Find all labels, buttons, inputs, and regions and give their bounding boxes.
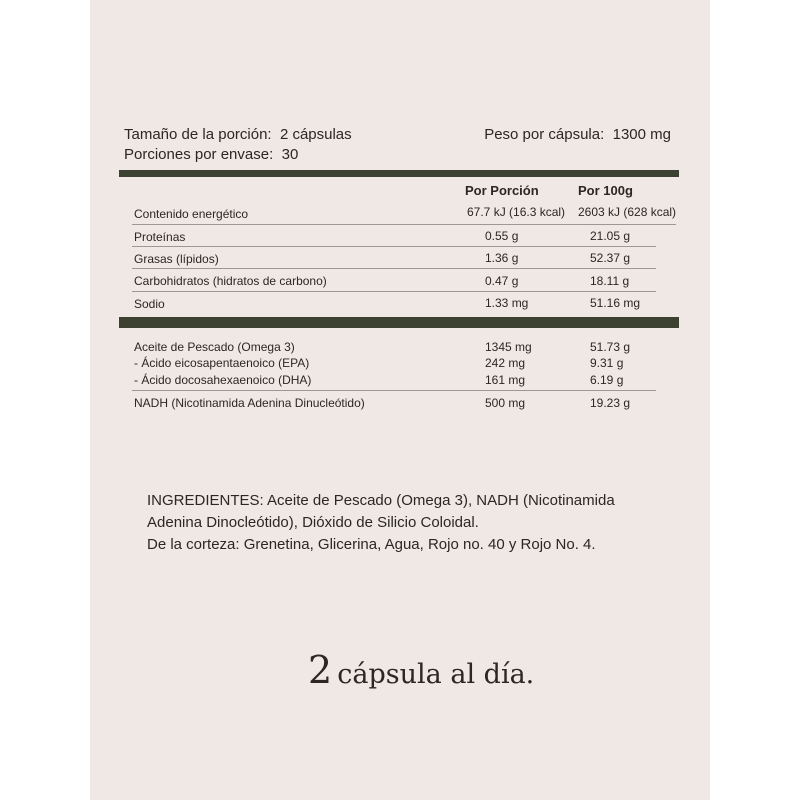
row-divider	[132, 268, 656, 269]
servings-per-container-value: 30	[281, 146, 299, 163]
active-nadh-per100: 19.23 g	[590, 396, 631, 410]
active-nadh-portion: 500 mg	[485, 396, 526, 410]
active-fish-oil-name: Aceite de Pescado (Omega 3)	[134, 340, 295, 354]
dosage-number: 2	[308, 648, 333, 692]
row-protein-name: Proteínas	[134, 230, 186, 244]
servings-per-container	[124, 146, 298, 163]
row-fat-per100: 52.37 g	[590, 251, 631, 265]
serving-size-label: Tamaño de la porción:	[124, 126, 272, 143]
row-divider	[132, 224, 676, 225]
row-energy-per100: 2603 kJ (628 kcal)	[578, 205, 677, 219]
active-fish-oil-portion: 1345 mg	[485, 340, 532, 354]
capsule-weight-label: Peso por cápsula:	[484, 126, 605, 143]
row-protein-per100: 21.05 g	[590, 229, 631, 243]
serving-size-value: 2 cápsulas	[279, 126, 352, 143]
active-epa-name: - Ácido eicosapentaenoico (EPA)	[134, 356, 310, 370]
row-fat-name: Grasas (lípidos)	[134, 252, 219, 266]
row-divider	[132, 291, 656, 292]
table-middle-bar	[119, 317, 679, 328]
dosage-text: cápsula al día.	[337, 659, 535, 690]
active-dha-per100: 6.19 g	[590, 373, 624, 387]
ingredients-line-2: Adenina Dinocleótido), Dióxido de Silicio Coloidal.	[147, 514, 479, 531]
capsule-weight-value: 1300 mg	[612, 126, 671, 143]
row-carbs-per100: 18.11 g	[590, 274, 630, 288]
row-protein-portion: 0.55 g	[485, 229, 519, 243]
row-fat-portion: 1.36 g	[485, 251, 519, 265]
row-divider	[132, 246, 656, 247]
row-carbs-name: Carbohidratos (hidratos de carbono)	[134, 274, 327, 288]
active-nadh-name: NADH (Nicotinamida Adenina Dinucleótido)	[134, 396, 365, 410]
capsule-weight	[484, 126, 671, 143]
row-energy-portion: 67.7 kJ (16.3 kcal)	[467, 205, 566, 219]
ingredients-text	[147, 490, 615, 556]
row-divider	[132, 390, 656, 391]
row-sodium-portion: 1.33 mg	[485, 296, 529, 310]
header-per-100g: Por 100g	[578, 183, 633, 198]
servings-per-container-label: Porciones por envase:	[124, 146, 274, 163]
active-epa-per100: 9.31 g	[590, 356, 624, 370]
active-dha-name: - Ácido docosahexaenoico (DHA)	[134, 373, 312, 387]
row-sodium-name: Sodio	[134, 297, 165, 311]
dosage	[308, 648, 534, 692]
table-top-bar	[119, 170, 679, 177]
ingredients-line-3: De la corteza: Grenetina, Glicerina, Agua, Rojo no. 40 y Rojo No. 4.	[147, 536, 596, 553]
serving-size	[124, 126, 352, 143]
row-energy-name: Contenido energético	[134, 207, 249, 221]
row-carbs-portion: 0.47 g	[485, 274, 519, 288]
ingredients-line-1: INGREDIENTES: Aceite de Pescado (Omega 3), NADH (Nicotinamida	[147, 492, 615, 509]
active-epa-portion: 242 mg	[485, 356, 526, 370]
row-sodium-per100: 51.16 mg	[590, 296, 641, 310]
active-fish-oil-per100: 51.73 g	[590, 340, 631, 354]
active-dha-portion: 161 mg	[485, 373, 526, 387]
header-per-portion: Por Porción	[465, 183, 539, 198]
